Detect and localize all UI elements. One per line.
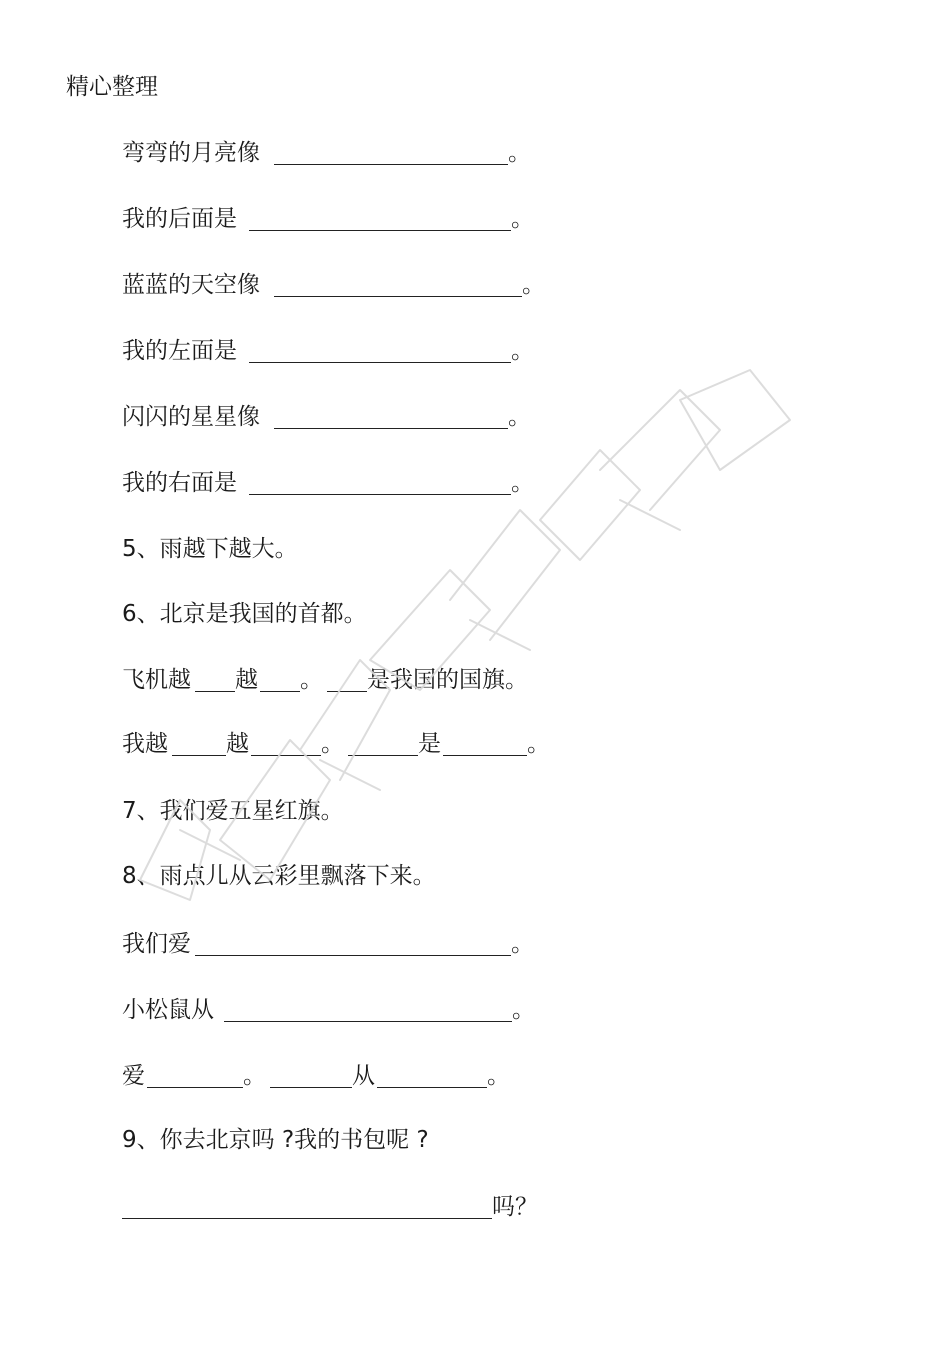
sentence-row-11: [122, 795, 344, 827]
sentence-text: 我的后面是: [122, 206, 237, 232]
page-header: 精心整理: [66, 74, 158, 100]
fill-in-blank[interactable]: [249, 338, 511, 363]
sentence-row-5: [122, 401, 531, 433]
sentence-text: 蓝蓝的天空像: [122, 272, 260, 298]
fill-in-blank[interactable]: [249, 470, 511, 495]
sentence-text: 是: [418, 731, 441, 757]
sentence-punct: 。: [527, 731, 550, 757]
sentence-punct: 。: [511, 470, 534, 496]
fill-in-blank[interactable]: [122, 1194, 492, 1219]
sentence-row-8: [122, 598, 367, 630]
sentence-text: 越: [235, 667, 258, 693]
sentence-row-16: [122, 1124, 429, 1156]
sentence-text: 闪闪的星星像: [122, 404, 260, 430]
example-sentence: 6、北京是我国的首都。: [122, 601, 367, 627]
fill-in-blank[interactable]: [249, 206, 511, 231]
sentence-punct: 。: [511, 338, 534, 364]
sentence-punct: 。: [321, 731, 344, 757]
watermark-graphic: [120, 360, 820, 920]
sentence-row-10: [122, 728, 550, 760]
sentence-text: 我越: [122, 731, 168, 757]
sentence-row-7: [122, 533, 298, 565]
sentence-text: 我的右面是: [122, 470, 237, 496]
fill-in-blank[interactable]: [274, 272, 522, 297]
example-sentence: 8、雨点儿从云彩里飘落下来。: [122, 863, 436, 889]
sentence-row-15: [122, 1060, 510, 1092]
sentence-row-1: [122, 137, 531, 169]
fill-in-blank[interactable]: [172, 731, 226, 756]
fill-in-blank[interactable]: [260, 667, 300, 692]
sentence-punct: 。: [508, 140, 531, 166]
sentence-row-4: [122, 335, 534, 367]
sentence-punct: 。: [512, 997, 535, 1023]
sentence-row-3: [122, 269, 545, 301]
sentence-row-2: [122, 203, 534, 235]
fill-in-blank[interactable]: [195, 667, 235, 692]
sentence-punct: 。: [522, 272, 545, 298]
sentence-text: 从: [352, 1063, 375, 1089]
example-sentence: 9、你去北京吗 ?我的书包呢 ?: [122, 1127, 429, 1153]
fill-in-blank[interactable]: [274, 404, 508, 429]
sentence-text: 飞机越: [122, 667, 191, 693]
sentence-punct: 。: [487, 1063, 510, 1089]
sentence-text: 我们爱: [122, 931, 191, 957]
sentence-text: 是我国的国旗。: [367, 667, 528, 693]
example-sentence: 5、雨越下越大。: [122, 536, 298, 562]
fill-in-blank[interactable]: [274, 140, 508, 165]
sentence-row-6: [122, 467, 534, 499]
sentence-punct: 。: [300, 667, 323, 693]
sentence-text: 弯弯的月亮像: [122, 140, 260, 166]
sentence-text: 小松鼠从: [122, 997, 214, 1023]
sentence-row-14: [122, 994, 535, 1026]
sentence-row-13: [122, 928, 534, 960]
fill-in-blank[interactable]: [251, 731, 321, 756]
sentence-punct: 。: [511, 931, 534, 957]
fill-in-blank[interactable]: [195, 931, 511, 956]
fill-in-blank[interactable]: [270, 1063, 352, 1088]
sentence-text: 越: [226, 731, 249, 757]
sentence-punct: 。: [243, 1063, 266, 1089]
fill-in-blank[interactable]: [377, 1063, 487, 1088]
sentence-row-9: [122, 664, 528, 696]
sentence-text: 爱: [122, 1063, 145, 1089]
sentence-text: 吗？: [492, 1194, 538, 1220]
example-sentence: 7、我们爱五星红旗。: [122, 798, 344, 824]
sentence-row-12: [122, 860, 436, 892]
sentence-text: 我的左面是: [122, 338, 237, 364]
fill-in-blank[interactable]: [443, 731, 527, 756]
fill-in-blank[interactable]: [327, 667, 367, 692]
sentence-punct: 。: [511, 206, 534, 232]
fill-in-blank[interactable]: [224, 997, 512, 1022]
fill-in-blank[interactable]: [147, 1063, 243, 1088]
sentence-punct: 。: [508, 404, 531, 430]
fill-in-blank[interactable]: [348, 731, 418, 756]
sentence-row-17: [122, 1191, 538, 1223]
